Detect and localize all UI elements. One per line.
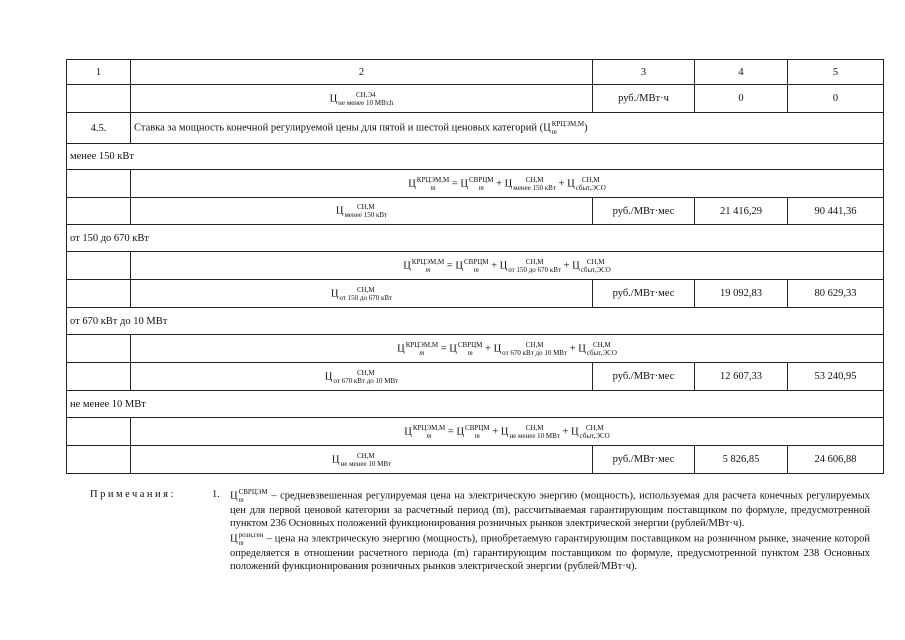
table-row xyxy=(67,446,884,474)
section-row xyxy=(67,113,884,144)
formula: Ц КРЦЭМ,М m = Ц СВРЦМ m + Ц СН,М от 670 кВт до 10 МВт + Ц СН,М сбыт,ЭСО xyxy=(131,335,884,363)
value-cell: 53 240,95 xyxy=(788,363,884,391)
formula-row xyxy=(67,335,884,363)
col-header-5: 5 xyxy=(788,60,884,85)
unit-cell: руб./МВт·мес xyxy=(593,446,695,474)
header-row xyxy=(67,60,884,85)
formula-row xyxy=(67,170,884,198)
notes-label: Примечания: xyxy=(90,489,176,500)
col-header-4: 4 xyxy=(695,60,788,85)
category-label: менее 150 кВт xyxy=(67,144,884,170)
value-cell: 19 092,83 xyxy=(695,280,788,308)
unit-cell: руб./МВт·ч xyxy=(593,85,695,113)
category-row xyxy=(67,308,884,335)
formula-row xyxy=(67,252,884,280)
price-symbol-cell: Ц СН,М менее 150 кВт xyxy=(131,198,593,225)
value-cell: 80 629,33 xyxy=(788,280,884,308)
value-cell: 5 826,85 xyxy=(695,446,788,474)
section-number: 4.5. xyxy=(67,113,131,144)
table-row xyxy=(67,280,884,308)
note-number: 1. xyxy=(212,489,220,500)
value-cell: 0 xyxy=(695,85,788,113)
value-cell: 90 441,36 xyxy=(788,198,884,225)
value-cell: 12 607,33 xyxy=(695,363,788,391)
value-cell: 24 606,88 xyxy=(788,446,884,474)
formula: Ц КРЦЭМ,М m = Ц СВРЦМ m + Ц СН,М менее 150 кВт + Ц СН,М сбыт,ЭСО xyxy=(131,170,884,198)
formula-row xyxy=(67,418,884,446)
unit-cell: руб./МВт·мес xyxy=(593,198,695,225)
price-symbol-cell: Ц СН,М от 670 кВт до 10 МВт xyxy=(131,363,593,391)
formula: Ц КРЦЭМ,М m = Ц СВРЦМ m + Ц СН,М не менее 10 МВт + Ц СН,М сбыт,ЭСО xyxy=(131,418,884,446)
category-label: от 150 до 670 кВт xyxy=(67,225,884,252)
price-symbol-cell: Ц СН,М от 150 до 670 кВт xyxy=(131,280,593,308)
price-symbol: Ц СН,Э4 не менее 10 МВт,h xyxy=(329,90,394,107)
col-header-3: 3 xyxy=(593,60,695,85)
col-header-1: 1 xyxy=(67,60,131,85)
price-symbol-cell: Ц СН,М не менее 10 МВт xyxy=(131,446,593,474)
category-row xyxy=(67,225,884,252)
section-title: Ставка за мощность конечной регулируемой цены для пятой и шестой ценовых категорий (Ц КРЦЭМ,М m ) xyxy=(131,113,884,144)
value-cell: 0 xyxy=(788,85,884,113)
category-label: не менее 10 МВт xyxy=(67,391,884,418)
unit-cell: руб./МВт·мес xyxy=(593,363,695,391)
col-header-2: 2 xyxy=(131,60,593,85)
note-paragraph-1: Ц СВРЦЭМ m – средневзвешенная регулируемая цена на электрическую энергию (мощность), используемая для расчета конечных регулируемых цен для первой ценовой категории за расчетный период (m), рассчитываемая гарантирующим поставщиком по формуле, предусмотренной пунктом 236 Основных положений функционирования розничных рынков электрической энергии (рублей/МВт·ч). xyxy=(230,488,870,530)
note-body xyxy=(230,488,870,574)
value-cell: 21 416,29 xyxy=(695,198,788,225)
price-symbol-cell xyxy=(131,85,593,113)
unit-cell: руб./МВт·мес xyxy=(593,280,695,308)
note-paragraph-2: Ц розн,ген m – цена на электрическую энергию (мощность), приобретаемую гарантирующим поставщиком на розничном рынке, значение которой определяется в отношении расчетного периода (m) гарантирующим поставщиком по формуле, предусмотренной пунктом 238 Основных положений функционирования розничных рынков электрической энергии (рублей/МВт·ч). xyxy=(230,530,870,573)
table-row xyxy=(67,198,884,225)
category-row xyxy=(67,144,884,170)
tariff-table xyxy=(66,59,884,474)
table-row xyxy=(67,363,884,391)
table-row xyxy=(67,85,884,113)
category-row xyxy=(67,391,884,418)
formula: Ц КРЦЭМ,М m = Ц СВРЦМ m + Ц СН,М от 150 до 670 кВт + Ц СН,М сбыт,ЭСО xyxy=(131,252,884,280)
category-label: от 670 кВт до 10 МВт xyxy=(67,308,884,335)
